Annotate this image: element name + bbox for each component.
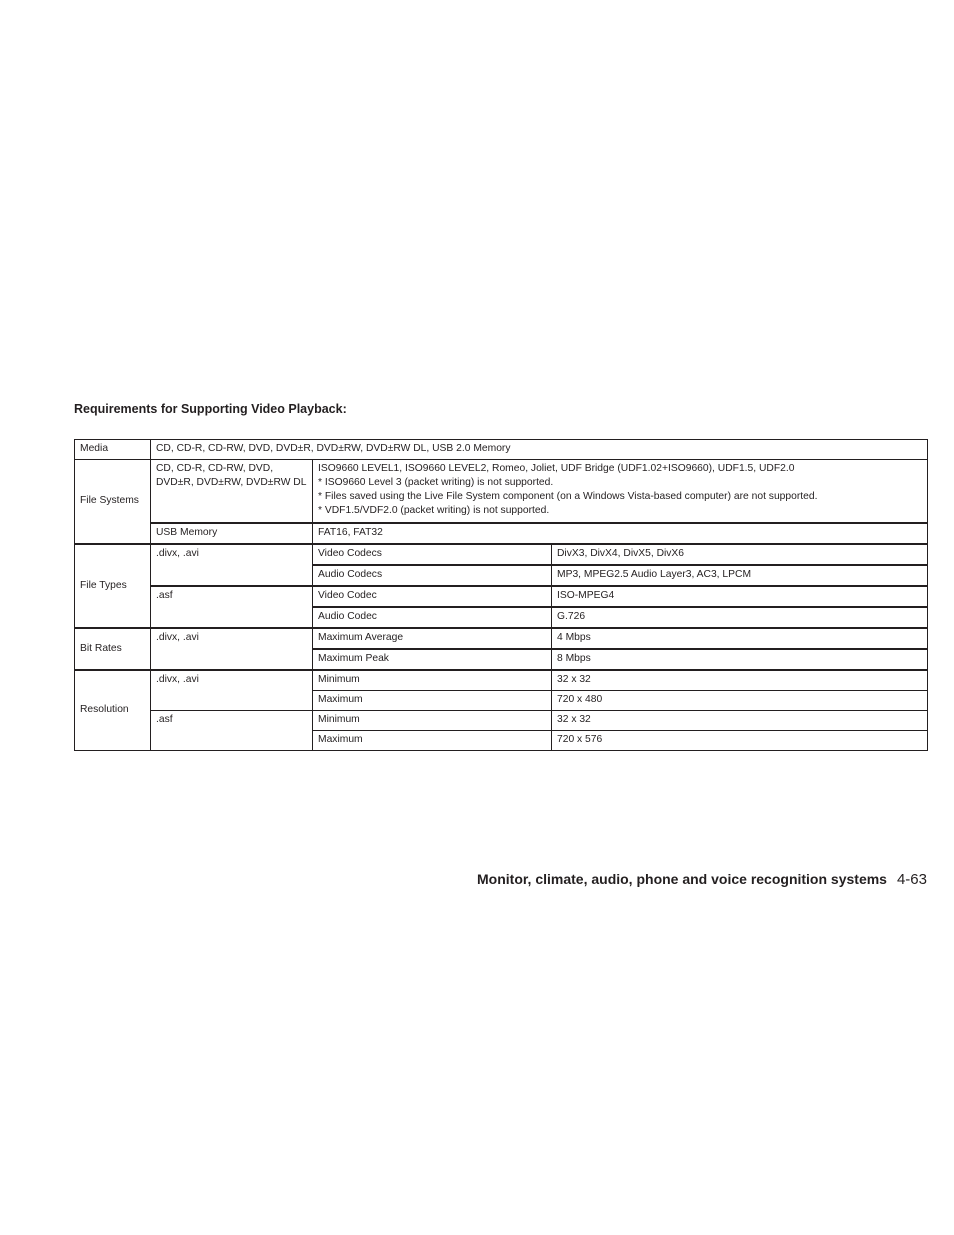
file-systems-note: * VDF1.5/VDF2.0 (packet writing) is not supported. bbox=[318, 505, 550, 516]
page-footer bbox=[466, 871, 927, 888]
page-number: 4-63 bbox=[896, 871, 927, 888]
table-row bbox=[75, 586, 928, 607]
file-systems-line: ISO9660 LEVEL1, ISO9660 LEVEL2, Romeo, Joliet, UDF Bridge (UDF1.02+ISO9660), UDF1.5, UDF2.0 bbox=[318, 463, 795, 474]
file-types-ext: .asf bbox=[151, 586, 313, 628]
row-label-media: Media bbox=[75, 440, 151, 460]
spec-name: Maximum Average bbox=[313, 628, 552, 649]
spec-name: Video Codec bbox=[313, 586, 552, 607]
resolution-ext: .asf bbox=[151, 711, 313, 751]
row-label-resolution: Resolution bbox=[75, 670, 151, 751]
spec-value: 32 x 32 bbox=[552, 711, 928, 731]
row-label-bit-rates: Bit Rates bbox=[75, 628, 151, 670]
spec-value: 4 Mbps bbox=[552, 628, 928, 649]
file-types-ext: .divx, .avi bbox=[151, 544, 313, 586]
spec-name: Video Codecs bbox=[313, 544, 552, 565]
table-row-file-systems-usb bbox=[75, 523, 928, 544]
resolution-ext: .divx, .avi bbox=[151, 670, 313, 711]
table-row-file-systems-disc bbox=[75, 460, 928, 524]
section-heading: Requirements for Supporting Video Playback: bbox=[74, 402, 347, 416]
footer-section-title: Monitor, climate, audio, phone and voice recognition systems bbox=[477, 871, 887, 887]
table-row bbox=[75, 544, 928, 565]
video-playback-requirements-table bbox=[74, 439, 928, 751]
spec-name: Minimum bbox=[313, 670, 552, 691]
media-value: CD, CD-R, CD-RW, DVD, DVD±R, DVD±RW, DVD±RW DL, USB 2.0 Memory bbox=[151, 440, 928, 460]
spec-name: Maximum bbox=[313, 731, 552, 751]
file-systems-note: * Files saved using the Live File System component (on a Windows Vista-based computer) are not supported. bbox=[318, 491, 818, 502]
spec-value: DivX3, DivX4, DivX5, DivX6 bbox=[552, 544, 928, 565]
spec-value: G.726 bbox=[552, 607, 928, 628]
row-label-file-types: File Types bbox=[75, 544, 151, 628]
spec-value: 32 x 32 bbox=[552, 670, 928, 691]
spec-name: Audio Codec bbox=[313, 607, 552, 628]
spec-value: 8 Mbps bbox=[552, 649, 928, 670]
spec-name: Audio Codecs bbox=[313, 565, 552, 586]
row-label-file-systems: File Systems bbox=[75, 460, 151, 545]
spec-name: Maximum bbox=[313, 691, 552, 711]
spec-name: Minimum bbox=[313, 711, 552, 731]
spec-name: Maximum Peak bbox=[313, 649, 552, 670]
spec-value: 720 x 576 bbox=[552, 731, 928, 751]
file-systems-disc-value bbox=[313, 460, 928, 524]
file-systems-usb-value: FAT16, FAT32 bbox=[313, 523, 928, 544]
table-row-media bbox=[75, 440, 928, 460]
file-systems-usb-media: USB Memory bbox=[151, 523, 313, 544]
table-row bbox=[75, 670, 928, 691]
table-row bbox=[75, 628, 928, 649]
file-systems-disc-media: CD, CD-R, CD-RW, DVD, DVD±R, DVD±RW, DVD±RW DL bbox=[151, 460, 313, 524]
spec-value: MP3, MPEG2.5 Audio Layer3, AC3, LPCM bbox=[552, 565, 928, 586]
bit-rates-ext: .divx, .avi bbox=[151, 628, 313, 670]
spec-value: ISO-MPEG4 bbox=[552, 586, 928, 607]
table-row bbox=[75, 711, 928, 731]
spec-value: 720 x 480 bbox=[552, 691, 928, 711]
file-systems-note: * ISO9660 Level 3 (packet writing) is not supported. bbox=[318, 477, 554, 488]
